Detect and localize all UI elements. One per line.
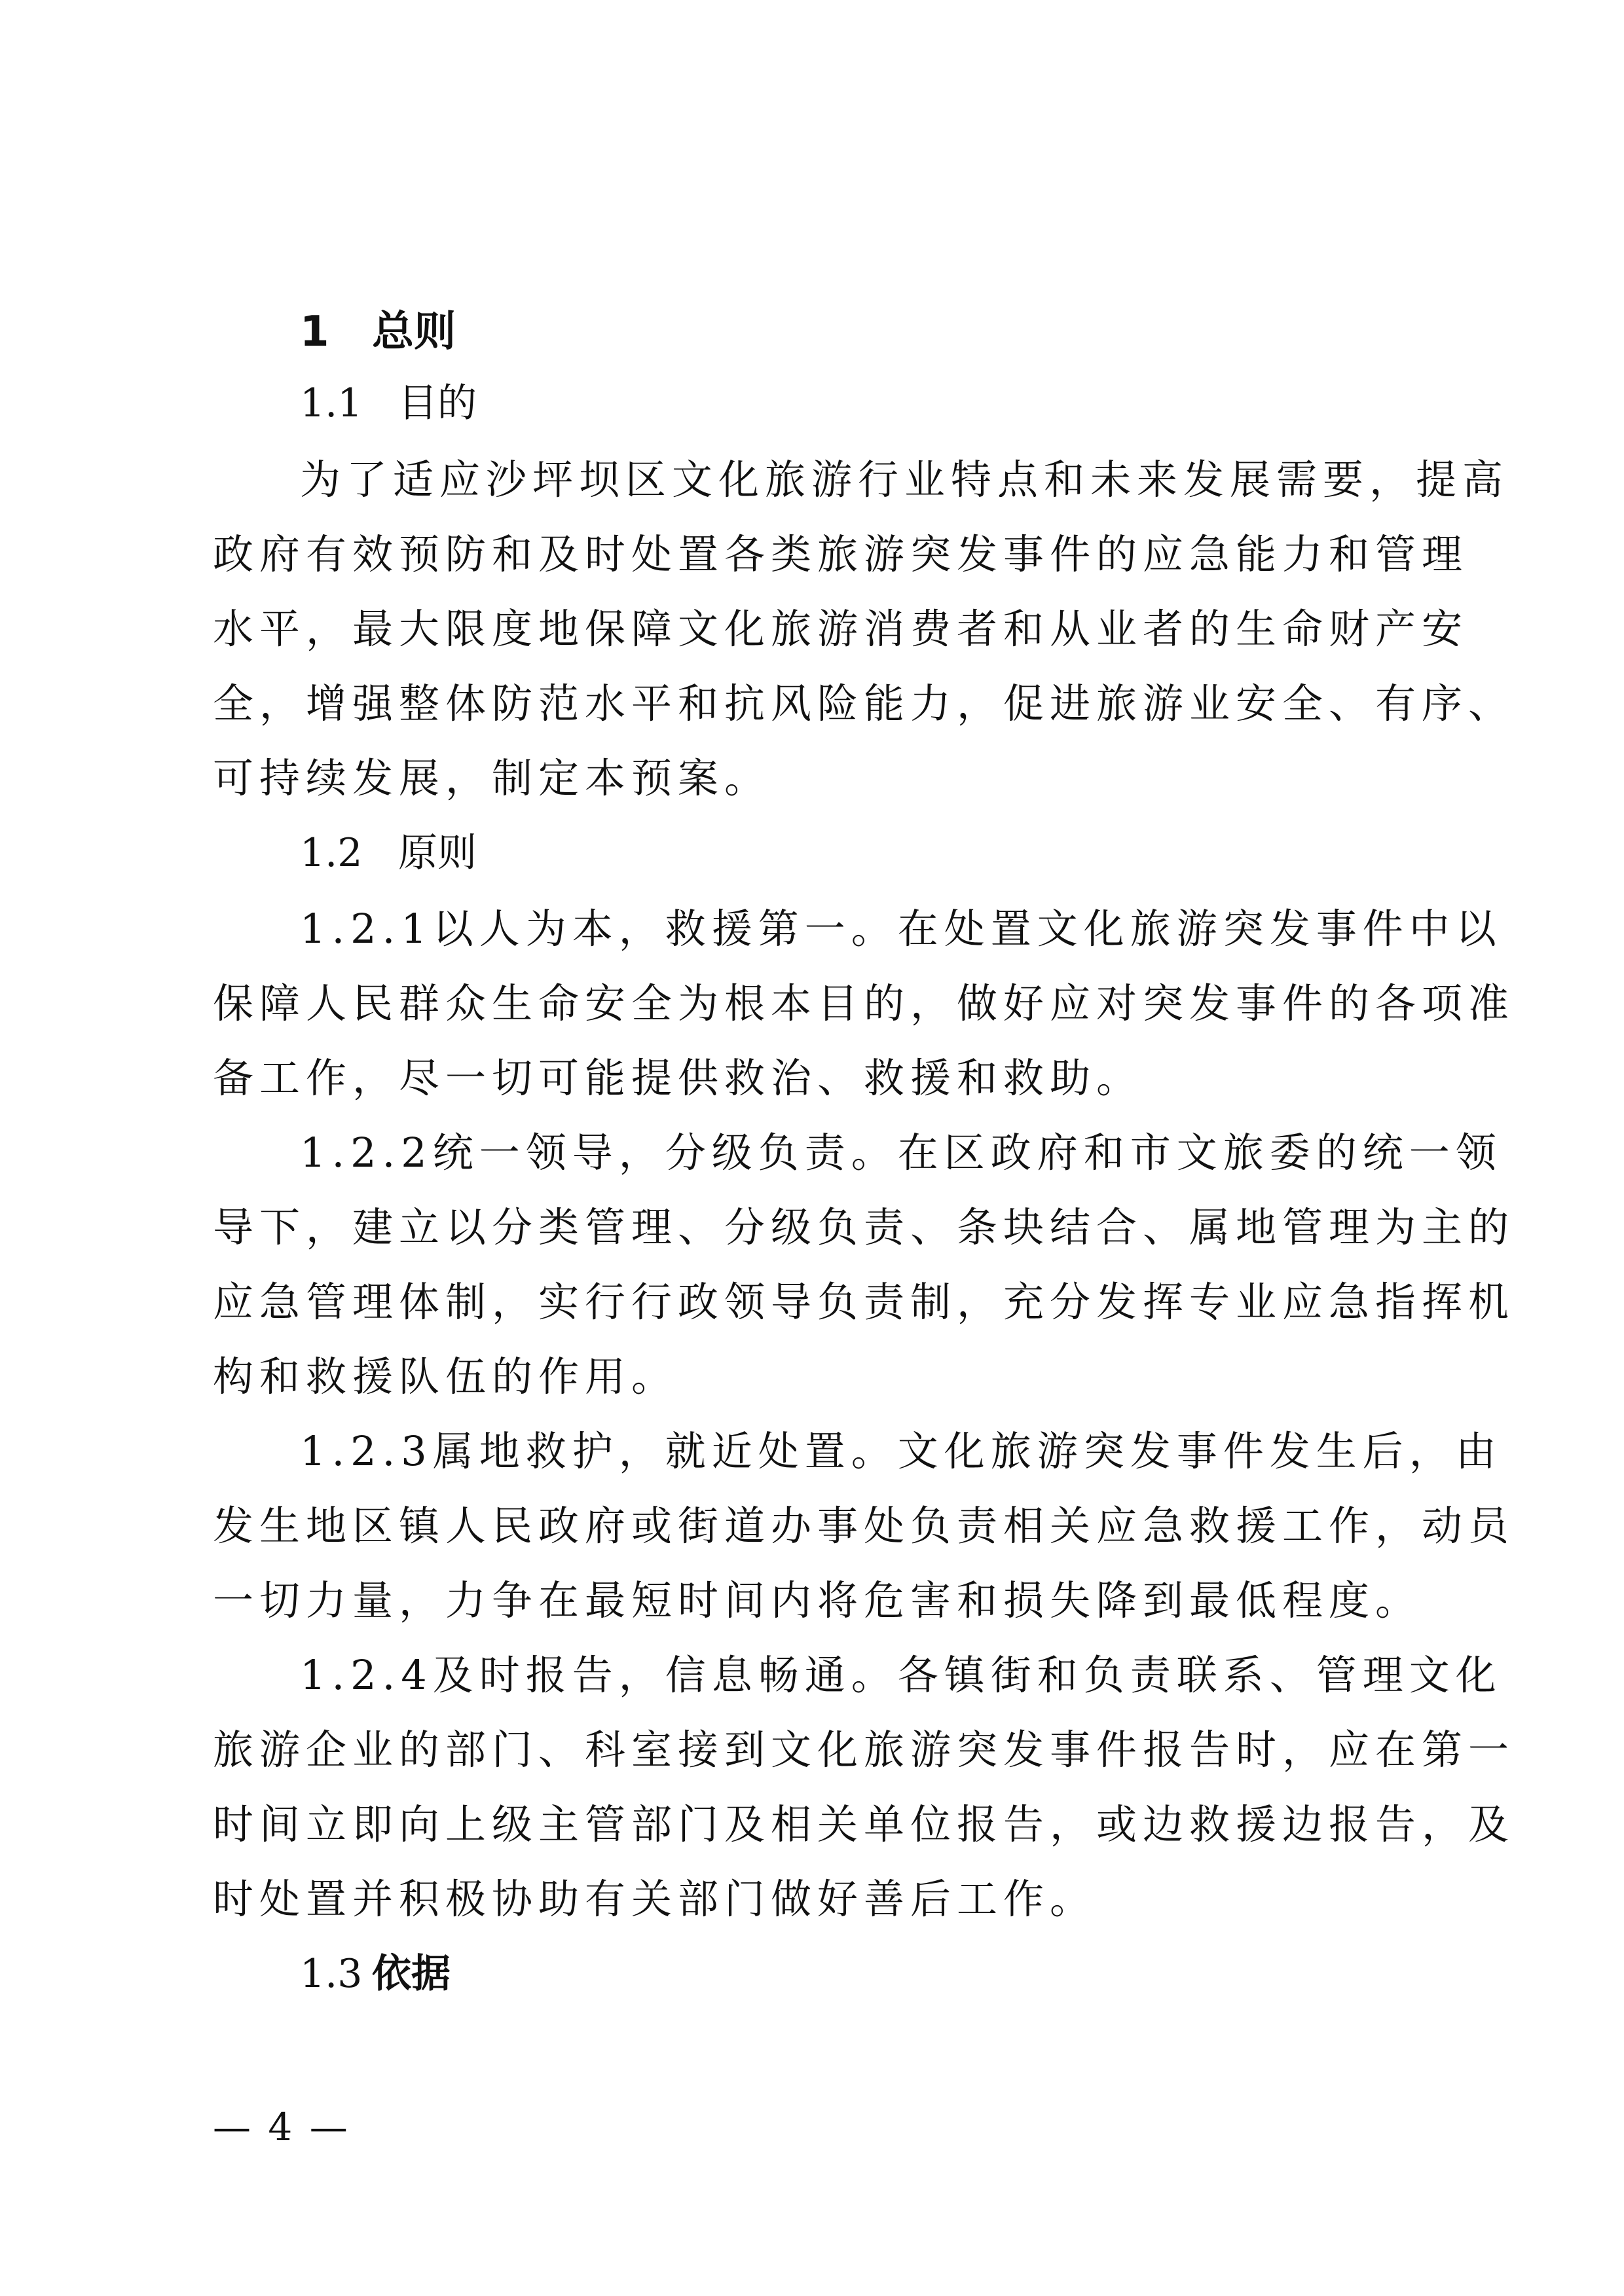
section-title: 总则	[372, 308, 456, 356]
paragraph-line: 一切力量，力争在最短时间内将危害和损失降到最低程度。	[213, 1576, 1422, 1624]
paragraph-line: 应急管理体制，实行行政领导负责制，充分发挥专业应急指挥机	[213, 1278, 1515, 1326]
paragraph-line: 时处置并积极协助有关部门做好善后工作。	[213, 1875, 1097, 1923]
paragraph-line: 导下，建立以分类管理、分级负责、条块结合、属地管理为主的	[213, 1203, 1515, 1251]
paragraph-line: 1.2.4及时报告，信息畅通。各镇街和负责联系、管理文化	[300, 1651, 1502, 1699]
paragraph-line: 时间立即向上级主管部门及相关单位报告，或边救援边报告，及	[213, 1800, 1515, 1848]
paragraph-line: 可持续发展，制定本预案。	[213, 754, 771, 802]
paragraph-line: 1.2.1以人为本，救援第一。在处置文化旅游突发事件中以	[300, 905, 1502, 953]
section-heading	[300, 298, 456, 358]
paragraph-line: 发生地区镇人民政府或街道办事处负责相关应急救援工作，动员	[213, 1502, 1515, 1550]
paragraph-line: 构和救援队伍的作用。	[213, 1353, 678, 1400]
subsection-title: 依据	[372, 1951, 451, 1997]
subsection-number: 1.1	[300, 380, 363, 426]
paragraph-line: 旅游企业的部门、科室接到文化旅游突发事件报告时，应在第一	[213, 1726, 1515, 1774]
subsection-number: 1.3	[300, 1951, 363, 1997]
paragraph-line: 1.2.2统一领导，分级负责。在区政府和市文旅委的统一领	[300, 1129, 1502, 1176]
page-number: — 4 —	[213, 2105, 350, 2149]
paragraph-line: 为了适应沙坪坝区文化旅游行业特点和未来发展需要，提高	[300, 456, 1509, 503]
paragraph-line: 备工作，尽一切可能提供救治、救援和救助。	[213, 1054, 1143, 1102]
paragraph-line: 全，增强整体防范水平和抗风险能力，促进旅游业安全、有序、	[213, 680, 1515, 727]
paragraph-line: 水平，最大限度地保障文化旅游消费者和从业者的生命财产安	[213, 605, 1469, 653]
paragraph-line: 1.2.3属地救护，就近处置。文化旅游突发事件发生后，由	[300, 1427, 1502, 1475]
paragraph-line: 政府有效预防和及时处置各类旅游突发事件的应急能力和管理	[213, 530, 1469, 578]
section-number: 1	[300, 308, 329, 356]
subsection-title: 目的	[398, 380, 477, 426]
subsection-number: 1.2	[300, 830, 363, 876]
paragraph-line: 保障人民群众生命安全为根本目的，做好应对突发事件的各项准	[213, 979, 1515, 1027]
subsection-heading-1-2	[300, 822, 477, 878]
subsection-heading-1-3	[300, 1942, 451, 1999]
subsection-title: 原则	[398, 830, 477, 876]
subsection-heading-1-1	[300, 372, 477, 428]
